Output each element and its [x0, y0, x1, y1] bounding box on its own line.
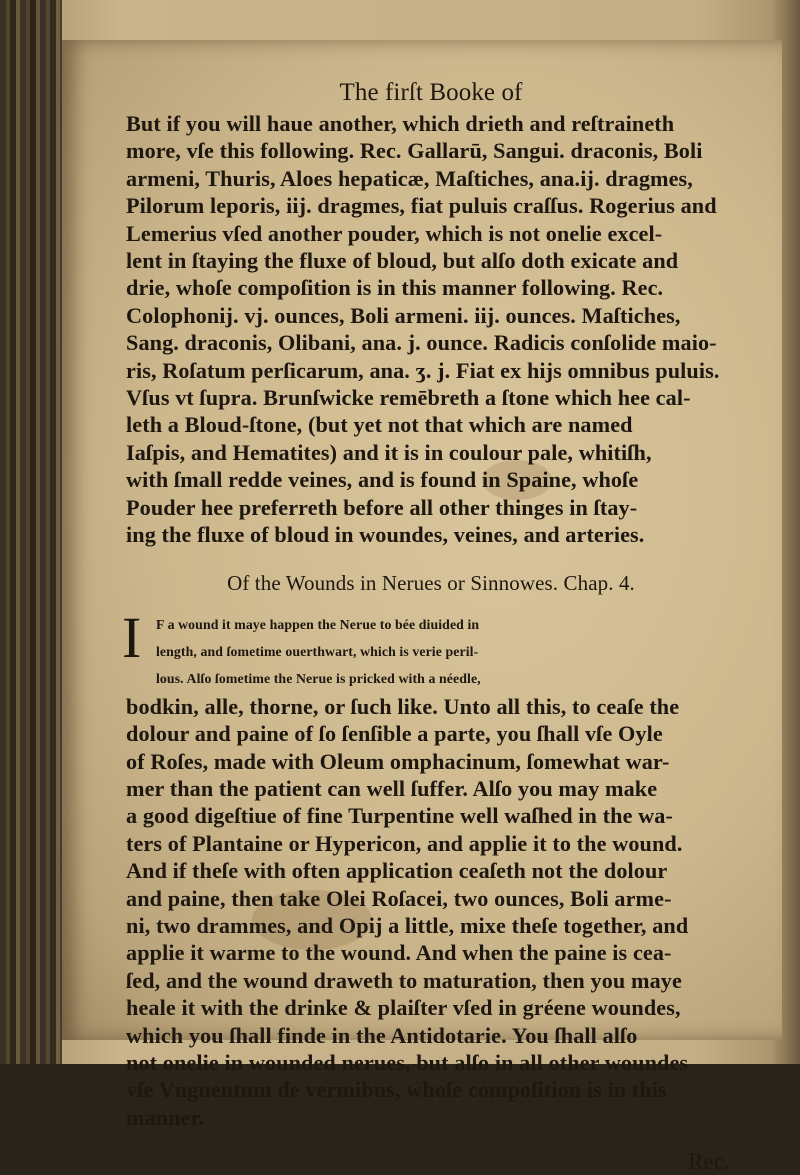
text-line: lent in ſtaying the fluxe of bloud, but alſo doth exicate and	[126, 248, 679, 274]
text-line: Pilorum leporis, iij. dragmes, fiat puluis craſſus. Rogerius and	[126, 193, 717, 219]
text-line: which you ſhall finde in the Antidotarie. You ſhall alſo	[126, 1022, 638, 1048]
text-line: bodkin, alle, thorne, or ſuch like. Unto all this, to ceaſe the	[126, 693, 680, 719]
chapter-heading: Of the Wounds in Nerues or Sinnowes. Chap. 4.	[227, 570, 635, 595]
text-line: Lemerius vſed another pouder, which is not onelie excel-	[126, 220, 663, 246]
text-line: vſe Vnguentum de vermibus, whoſe compoſition is in this	[126, 1077, 667, 1103]
drop-cap: I	[122, 604, 142, 670]
text-line: ſed, and the wound draweth to maturation, then you maye	[126, 967, 682, 993]
text-line: Colophonij. vj. ounces, Boli armeni. iij. ounces. Maſtiches,	[126, 302, 681, 328]
paragraph-first	[126, 110, 736, 549]
text-line: heale it with the drinke & plaiſter vſed in gréene woundes,	[126, 995, 681, 1021]
text-line: But if you will haue another, which drieth and reſtraineth	[126, 111, 675, 136]
text-line: ni, two drammes, and Opij a little, mixe theſe together, and	[126, 912, 689, 938]
page-text	[122, 78, 736, 1175]
text-line: drie, whoſe compoſition is in this manner following. Rec.	[126, 275, 664, 301]
running-header: The firſt Booke of	[339, 79, 523, 106]
text-line: armeni, Thuris, Aloes hepaticæ, Maſtiches, ana.ij. dragmes,	[126, 165, 693, 191]
text-line: a good digeſtiue of fine Turpentine well waſhed in the wa-	[126, 803, 673, 829]
text-line: leth a Bloud-ſtone, (but yet not that which are named	[126, 412, 633, 438]
text-line: dolour and paine of ſo ſenſible a parte, you ſhall vſe Oyle	[126, 721, 663, 747]
text-line: Vſus vt ſupra. Brunſwicke remēbreth a ſtone which hee cal-	[126, 385, 691, 411]
text-line: And if theſe with often application ceaſeth not the dolour	[126, 858, 668, 884]
text-line: lous. Alſo ſometime the Nerue is pricked with a néedle,	[156, 671, 481, 687]
text-line: and paine, then take Olei Roſacei, two ounces, Boli arme-	[126, 885, 672, 911]
text-line: mer than the patient can well ſuffer. Alſo you may make	[126, 775, 658, 801]
text-line: Sang. draconis, Olibani, ana. j. ounce. Radicis conſolide maio-	[126, 330, 717, 356]
text-line: Pouder hee preferreth before all other thinges in ſtay-	[126, 494, 638, 520]
text-line: not onelie in wounded nerues, but alſo in all other woundes	[126, 1050, 689, 1075]
text-line: length, and ſometime ouerthwart, which is verie peril-	[156, 643, 479, 659]
text-line: applie it warme to the wound. And when the paine is cea-	[126, 940, 672, 966]
catchword: Rec.	[688, 1149, 730, 1175]
text-line: of Roſes, made with Oleum omphacinum, ſomewhat war-	[126, 748, 670, 774]
text-line: manner.	[126, 1104, 205, 1130]
text-line: F a wound it maye happen the Nerue to bée diuided in	[156, 616, 480, 632]
text-line: ing the fluxe of bloud in woundes, veines, and arteries.	[126, 522, 645, 548]
text-line: Iaſpis, and Hematites) and it is in coulour pale, whitiſh,	[126, 439, 652, 465]
text-line: ris, Roſatum perſicarum, ana. ʒ. j. Fiat ex hijs omnibus puluis.	[126, 357, 720, 383]
text-line: ters of Plantaine or Hypericon, and applie it to the wound.	[126, 830, 683, 856]
paragraph-second	[122, 604, 736, 1132]
text-line: more, vſe this following. Rec. Gallarū, Sangui. draconis, Boli	[126, 138, 703, 164]
page-sheet	[62, 40, 782, 1175]
book-binding-edge	[0, 0, 62, 1064]
text-line: with ſmall redde veines, and is found in Spaine, whoſe	[126, 467, 639, 493]
